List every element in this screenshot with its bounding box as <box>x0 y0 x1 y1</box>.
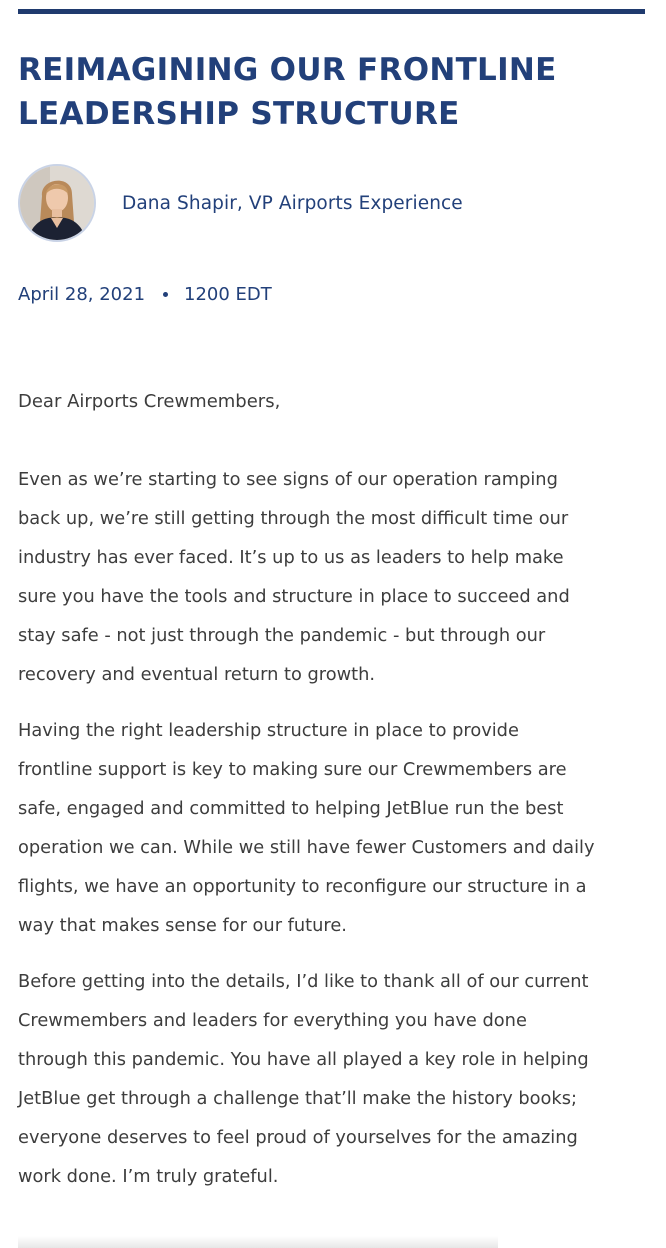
paragraph-line: Even as we’re starting to see signs of our operation ramping <box>18 469 558 490</box>
paragraph-line: everyone deserves to feel proud of yourselves for the amazing <box>18 1127 578 1148</box>
paragraph-line: flights, we have an opportunity to reconfigure our structure in a <box>18 876 587 897</box>
paragraph-line: back up, we’re still getting through the most difficult time our <box>18 508 569 529</box>
paragraph-line: way that makes sense for our future. <box>18 915 347 936</box>
paragraph-line: stay safe - not just through the pandemic - but through our <box>18 625 546 646</box>
paragraph-line: through this pandemic. You have all played a key role in helping <box>18 1049 589 1070</box>
body-paragraph-2 <box>18 711 654 945</box>
paragraph-line: Before getting into the details, I’d like to thank all of our current <box>18 971 589 992</box>
paragraph-line: Crewmembers and leaders for everything you have done <box>18 1010 527 1031</box>
author-avatar <box>18 164 96 242</box>
publish-time: 1200 EDT <box>184 284 272 305</box>
paragraph-line: operation we can. While we still have fewer Customers and daily <box>18 837 595 858</box>
publish-date: April 28, 2021 <box>18 284 146 305</box>
paragraph-line: safe, engaged and committed to helping JetBlue run the best <box>18 798 564 819</box>
separator-dot <box>163 292 168 297</box>
salutation: Dear Airports Crewmembers, <box>18 391 281 412</box>
paragraph-line: sure you have the tools and structure in place to succeed and <box>18 586 570 607</box>
paragraph-line: frontline support is key to making sure our Crewmembers are <box>18 759 567 780</box>
paragraph-line: JetBlue get through a challenge that’ll make the history books; <box>18 1088 577 1109</box>
top-divider <box>18 9 645 14</box>
author-name: Dana Shapir, VP Airports Experience <box>122 192 463 214</box>
author-portrait-icon <box>20 166 94 240</box>
body-paragraph-3 <box>18 962 654 1196</box>
paragraph-line: Having the right leadership structure in place to provide <box>18 720 519 741</box>
body-paragraph-1 <box>18 460 654 694</box>
article-title: REIMAGINING OUR FRONTLINE LEADERSHIP STRUCTURE <box>18 52 557 132</box>
paragraph-line: work done. I’m truly grateful. <box>18 1166 279 1187</box>
dateline <box>18 284 272 305</box>
author-byline <box>18 161 463 245</box>
cut-off-text-edge <box>18 1236 498 1248</box>
paragraph-line: recovery and eventual return to growth. <box>18 664 376 685</box>
paragraph-line: industry has ever faced. It’s up to us as leaders to help make <box>18 547 564 568</box>
